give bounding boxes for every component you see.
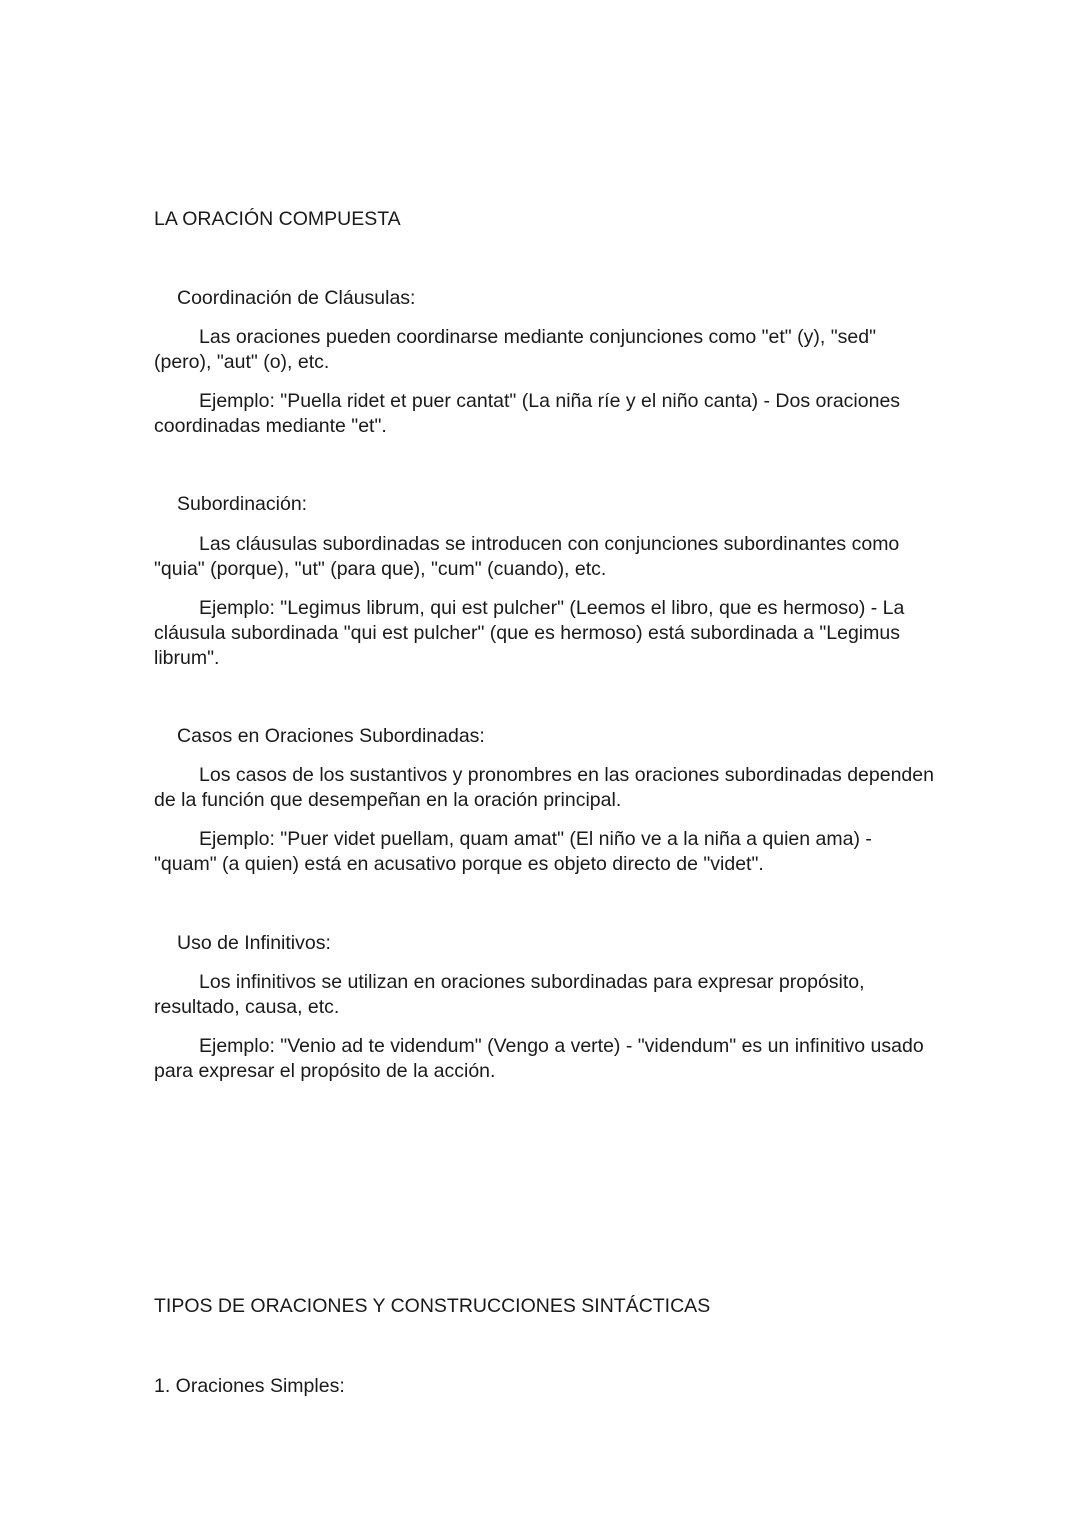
document-title: LA ORACIÓN COMPUESTA — [154, 208, 401, 230]
section-heading-infinitivos: Uso de Infinitivos: — [177, 932, 331, 954]
paragraph: Las cláusulas subordinadas se introducen con conjunciones subordinantes como "quia" (porque), "ut" (para que), "cum" (cuando), etc. — [154, 533, 900, 580]
paragraph: Ejemplo: "Puer videt puellam, quam amat" (El niño ve a la niña a quien ama) - "quam" (a quien) está en acusativo porque es objeto directo de "videt". — [154, 828, 872, 875]
document-title-2: TIPOS DE ORACIONES Y CONSTRUCCIONES SINTÁCTICAS — [154, 1295, 711, 1317]
paragraph: Ejemplo: "Venio ad te videndum" (Vengo a verte) - "videndum" es un infinitivo usado para expresar el propósito de la acción. — [154, 1035, 924, 1082]
paragraph: Los casos de los sustantivos y pronombres en las oraciones subordinadas dependen de la función que desempeñan en la oración principal. — [154, 764, 934, 811]
paragraph: Las oraciones pueden coordinarse mediante conjunciones como "et" (y), "sed" (pero), "aut" (o), etc. — [154, 326, 876, 373]
section-heading-casos: Casos en Oraciones Subordinadas: — [177, 725, 485, 747]
section-heading-subordinacion: Subordinación: — [177, 493, 308, 515]
list-item: 1. Oraciones Simples: — [154, 1375, 345, 1397]
section-heading-coordinacion: Coordinación de Cláusulas: — [177, 287, 416, 309]
paragraph: Ejemplo: "Puella ridet et puer cantat" (La niña ríe y el niño canta) - Dos oraciones coordinadas mediante "et". — [154, 390, 901, 437]
paragraph: Los infinitivos se utilizan en oraciones subordinadas para expresar propósito, resultado, causa, etc. — [154, 971, 865, 1018]
paragraph: Ejemplo: "Legimus librum, qui est pulcher" (Leemos el libro, que es hermoso) - La cláusula subordinada "qui est pulcher" (que es hermoso) está subordinada a "Legimus librum". — [154, 597, 905, 669]
